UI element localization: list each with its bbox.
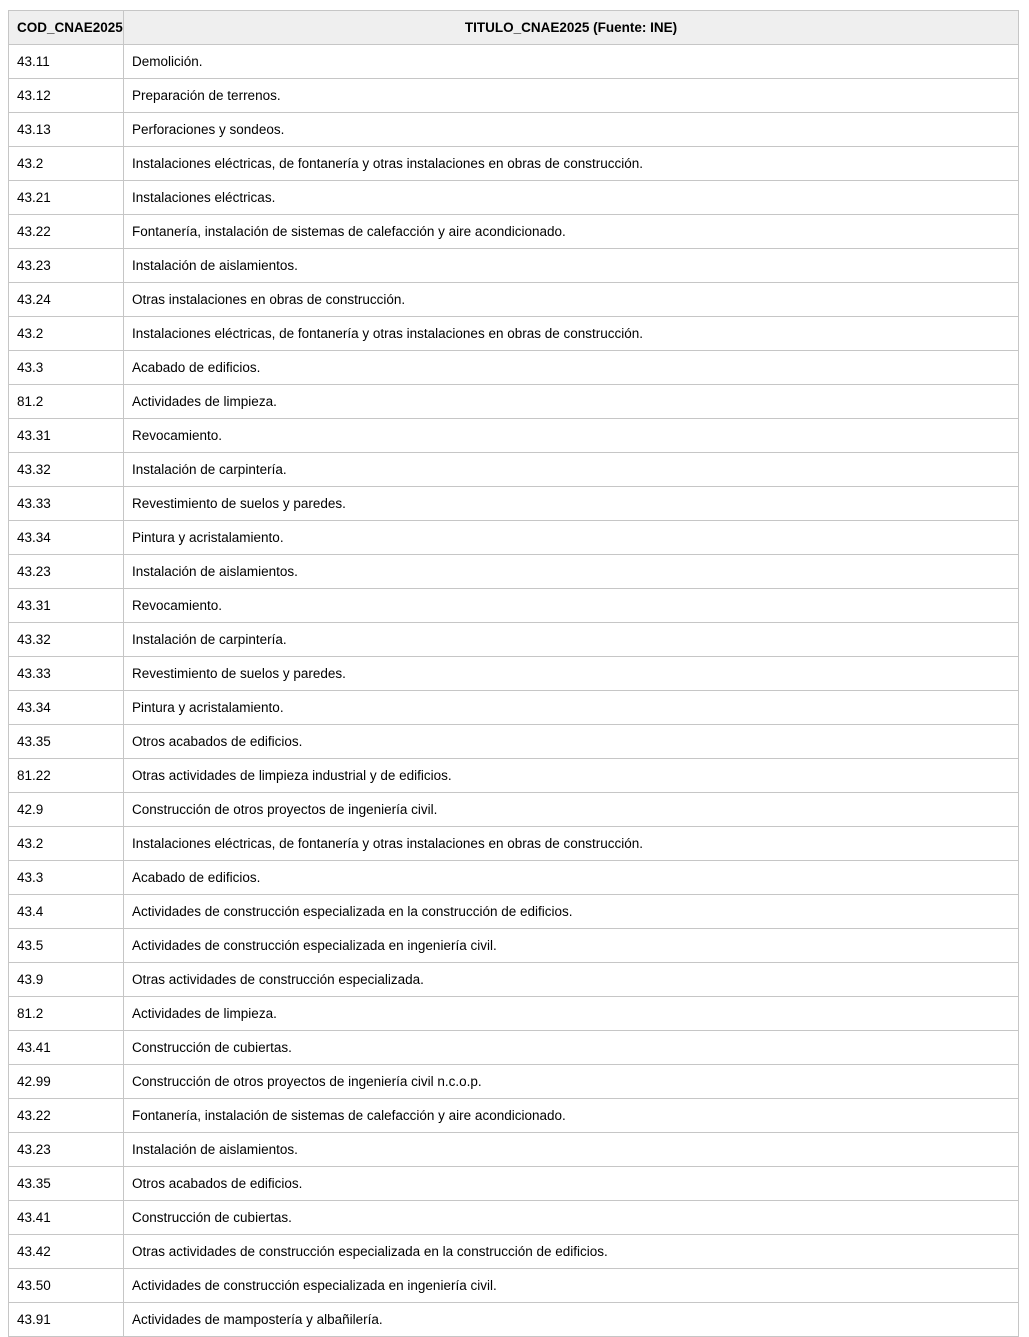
code-cell: 43.2 [9,147,124,181]
title-cell: Actividades de limpieza. [124,997,1019,1031]
title-cell: Perforaciones y sondeos. [124,113,1019,147]
code-cell: 42.9 [9,793,124,827]
title-cell: Revestimiento de suelos y paredes. [124,657,1019,691]
table-row [9,317,1019,351]
title-cell: Actividades de construcción especializada en ingeniería civil. [124,1269,1019,1303]
code-cell: 43.2 [9,317,124,351]
title-cell: Construcción de cubiertas. [124,1201,1019,1235]
title-cell: Instalación de carpintería. [124,453,1019,487]
table-row [9,623,1019,657]
header-row [9,11,1019,45]
code-cell: 43.3 [9,351,124,385]
code-cell: 43.34 [9,521,124,555]
code-cell: 42.99 [9,1065,124,1099]
title-cell: Instalación de aislamientos. [124,249,1019,283]
table-row [9,1201,1019,1235]
table-row [9,521,1019,555]
code-cell: 81.2 [9,385,124,419]
table-row [9,827,1019,861]
title-cell: Instalaciones eléctricas. [124,181,1019,215]
column-header-titulo-cnae2025: TITULO_CNAE2025 (Fuente: INE) [124,11,1019,45]
table-body [9,45,1019,1337]
code-cell: 43.31 [9,589,124,623]
table-row [9,487,1019,521]
title-cell: Revestimiento de suelos y paredes. [124,487,1019,521]
table-row [9,555,1019,589]
title-cell: Revocamiento. [124,589,1019,623]
table-row [9,793,1019,827]
title-cell: Fontanería, instalación de sistemas de calefacción y aire acondicionado. [124,215,1019,249]
table-row [9,249,1019,283]
title-cell: Otras actividades de construcción especializada. [124,963,1019,997]
code-cell: 43.35 [9,725,124,759]
title-cell: Actividades de limpieza. [124,385,1019,419]
code-cell: 43.50 [9,1269,124,1303]
table-header [9,11,1019,45]
table-row [9,1133,1019,1167]
table-row [9,79,1019,113]
code-cell: 43.33 [9,657,124,691]
table-row [9,351,1019,385]
code-cell: 43.34 [9,691,124,725]
title-cell: Actividades de construcción especializada en ingeniería civil. [124,929,1019,963]
code-cell: 43.22 [9,215,124,249]
title-cell: Instalaciones eléctricas, de fontanería y otras instalaciones en obras de construcción. [124,317,1019,351]
code-cell: 43.11 [9,45,124,79]
table-row [9,1031,1019,1065]
title-cell: Actividades de construcción especializada en la construcción de edificios. [124,895,1019,929]
column-header-cod-cnae2025: COD_CNAE2025 [9,11,124,45]
code-cell: 81.2 [9,997,124,1031]
table-row [9,861,1019,895]
table-row [9,657,1019,691]
title-cell: Fontanería, instalación de sistemas de calefacción y aire acondicionado. [124,1099,1019,1133]
code-cell: 43.2 [9,827,124,861]
title-cell: Construcción de cubiertas. [124,1031,1019,1065]
code-cell: 43.41 [9,1201,124,1235]
table-row [9,1167,1019,1201]
title-cell: Construcción de otros proyectos de ingeniería civil n.c.o.p. [124,1065,1019,1099]
table-row [9,45,1019,79]
table-row [9,963,1019,997]
table-row [9,215,1019,249]
table-row [9,181,1019,215]
code-cell: 43.3 [9,861,124,895]
table-row [9,419,1019,453]
table-row [9,1065,1019,1099]
table-row [9,759,1019,793]
code-cell: 43.23 [9,555,124,589]
table-row [9,895,1019,929]
table-row [9,283,1019,317]
title-cell: Instalación de aislamientos. [124,1133,1019,1167]
table-row [9,453,1019,487]
table-row [9,1303,1019,1337]
code-cell: 43.24 [9,283,124,317]
table-row [9,997,1019,1031]
cnae-table [8,10,1019,1337]
table-row [9,113,1019,147]
code-cell: 43.35 [9,1167,124,1201]
title-cell: Otros acabados de edificios. [124,1167,1019,1201]
code-cell: 81.22 [9,759,124,793]
title-cell: Instalaciones eléctricas, de fontanería y otras instalaciones en obras de construcción. [124,827,1019,861]
title-cell: Acabado de edificios. [124,861,1019,895]
code-cell: 43.32 [9,453,124,487]
code-cell: 43.22 [9,1099,124,1133]
table-row [9,1099,1019,1133]
title-cell: Acabado de edificios. [124,351,1019,385]
title-cell: Pintura y acristalamiento. [124,691,1019,725]
table-row [9,1235,1019,1269]
title-cell: Otros acabados de edificios. [124,725,1019,759]
table-row [9,1269,1019,1303]
code-cell: 43.13 [9,113,124,147]
title-cell: Revocamiento. [124,419,1019,453]
code-cell: 43.12 [9,79,124,113]
table-row [9,385,1019,419]
title-cell: Instalaciones eléctricas, de fontanería y otras instalaciones en obras de construcción. [124,147,1019,181]
code-cell: 43.9 [9,963,124,997]
title-cell: Pintura y acristalamiento. [124,521,1019,555]
title-cell: Preparación de terrenos. [124,79,1019,113]
title-cell: Otras actividades de limpieza industrial y de edificios. [124,759,1019,793]
table-row [9,725,1019,759]
code-cell: 43.23 [9,1133,124,1167]
title-cell: Demolición. [124,45,1019,79]
code-cell: 43.42 [9,1235,124,1269]
code-cell: 43.21 [9,181,124,215]
code-cell: 43.31 [9,419,124,453]
title-cell: Construcción de otros proyectos de ingeniería civil. [124,793,1019,827]
table-row [9,691,1019,725]
code-cell: 43.5 [9,929,124,963]
title-cell: Otras instalaciones en obras de construcción. [124,283,1019,317]
table-row [9,589,1019,623]
title-cell: Actividades de mampostería y albañilería. [124,1303,1019,1337]
code-cell: 43.41 [9,1031,124,1065]
code-cell: 43.91 [9,1303,124,1337]
code-cell: 43.32 [9,623,124,657]
code-cell: 43.33 [9,487,124,521]
code-cell: 43.23 [9,249,124,283]
table-row [9,147,1019,181]
title-cell: Instalación de carpintería. [124,623,1019,657]
table-row [9,929,1019,963]
code-cell: 43.4 [9,895,124,929]
title-cell: Instalación de aislamientos. [124,555,1019,589]
title-cell: Otras actividades de construcción especializada en la construcción de edificios. [124,1235,1019,1269]
